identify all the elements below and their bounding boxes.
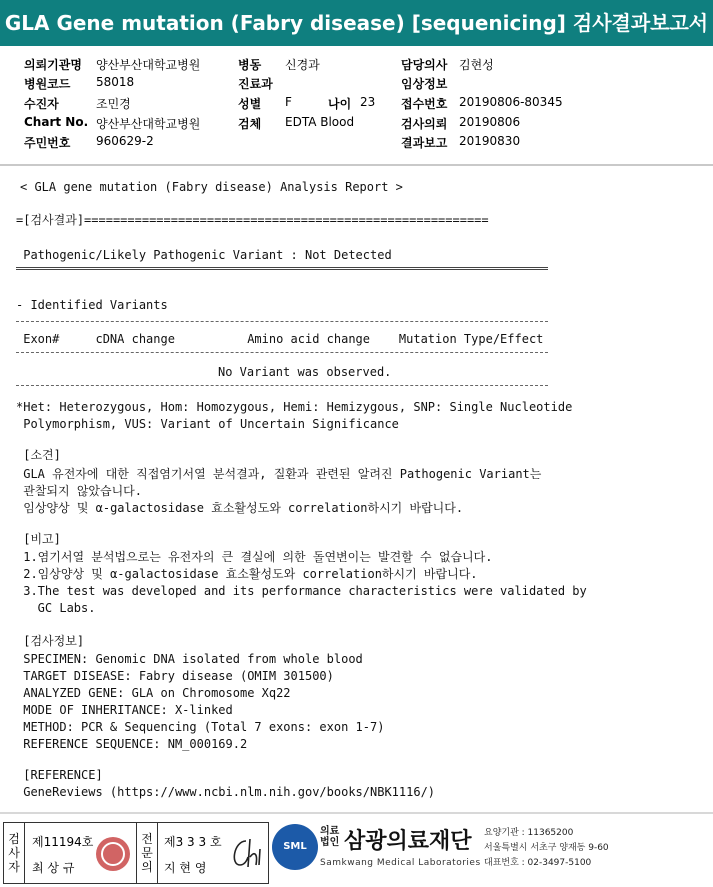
info-key: 결과보고 [401, 136, 448, 150]
signature-icon [226, 835, 264, 871]
test-info-line: ANALYZED GENE: GLA on Chromosome Xq22 [16, 686, 291, 700]
info-value: 신경과 [285, 58, 320, 72]
info-key: Chart No. [24, 115, 89, 129]
reference-title: [REFERENCE] [16, 768, 103, 782]
logo-text: SML [283, 841, 307, 852]
org-contact [484, 826, 609, 871]
variant-table-header: Exon# cDNA change Amino acid change Mutation Type/Effect [16, 332, 544, 346]
examiner-label [4, 823, 25, 883]
divider [16, 267, 548, 270]
info-value: 조민경 [96, 97, 131, 111]
result-section-header: =[검사결과]======================================================== [16, 213, 489, 227]
test-info-line: REFERENCE SEQUENCE: NM_000169.2 [16, 737, 248, 751]
info-row [24, 95, 59, 112]
remark-text: GC Labs. [16, 601, 96, 615]
divider [16, 321, 548, 322]
info-key: 검체 [238, 117, 262, 131]
info-key: 주민번호 [24, 136, 71, 150]
examiner-label-text: 검사자 [8, 832, 20, 874]
info-key: 진료과 [238, 77, 273, 91]
analysis-report-title: < GLA gene mutation (Fabry disease) Analysis Report > [20, 180, 403, 194]
sml-logo-icon [272, 824, 318, 870]
examiner-license: 제11194호 [32, 835, 94, 849]
info-value: EDTA Blood [285, 115, 355, 129]
info-key: 수진자 [24, 97, 59, 111]
test-info-line: MODE OF INHERITANCE: X-linked [16, 703, 233, 717]
opinion-text: 관찰되지 않았습니다. [16, 484, 143, 498]
examiner-name: 최 상 규 [32, 861, 75, 875]
org-english-name: Samkwang Medical Laboratories [320, 858, 481, 868]
org-contact-line: 서울특별시 서초구 양재동 9-60 [484, 843, 609, 853]
patient-info-panel [0, 46, 713, 166]
info-value: 양산부산대학교병원 [96, 58, 201, 72]
org-contact-line: 요양기관 : 11365200 [484, 828, 574, 838]
info-row [24, 56, 82, 73]
info-value: 김현성 [459, 58, 494, 72]
info-key: 의뢰기관명 [24, 58, 82, 72]
info-key: 담당의사 [401, 58, 448, 72]
org-name: 삼광의료재단 [344, 829, 472, 854]
reference-link[interactable]: GeneReviews (https://www.ncbi.nlm.nih.gov/books/NBK1116/) [16, 785, 436, 799]
info-value: 23 [360, 95, 376, 109]
identified-variants-title: - Identified Variants [16, 298, 168, 312]
info-row [24, 134, 70, 151]
divider [16, 352, 548, 353]
test-info-title: [검사정보] [16, 634, 85, 648]
specialist-name: 지 현 영 [164, 861, 207, 875]
specialist-label [136, 823, 158, 883]
divider [16, 385, 548, 386]
info-row [24, 75, 70, 92]
report-title: GLA Gene mutation (Fabry disease) [sequenicing] 검사결과보고서 [4, 11, 709, 35]
report-title-bar [0, 0, 713, 46]
organization [320, 824, 500, 874]
no-variant-message: No Variant was observed. [218, 365, 392, 379]
info-value: 20190806 [459, 115, 521, 129]
test-info-line: METHOD: PCR & Sequencing (Total 7 exons: exon 1-7) [16, 720, 385, 734]
info-key: 성별 [238, 97, 262, 111]
info-key: 접수번호 [401, 97, 448, 111]
info-key: 나이 [328, 97, 352, 111]
footnote: Polymorphism, VUS: Variant of Uncertain Significance [16, 417, 399, 431]
info-value: 20190806-80345 [459, 95, 563, 109]
signature-footer [0, 812, 713, 887]
opinion-text: 임상양상 및 α-galactosidase 효소활성도와 correlation하시기 바랍니다. [16, 501, 464, 515]
seal-stamp-icon [96, 837, 130, 871]
specialist-label-text: 전문의 [141, 832, 153, 874]
org-type: 의료법인 [320, 826, 340, 848]
remark-title: [비고] [16, 532, 61, 546]
test-info-line: TARGET DISEASE: Fabry disease (OMIM 301500) [16, 669, 334, 683]
info-value: F [285, 95, 292, 109]
result-summary: Pathogenic/Likely Pathogenic Variant : Not Detected [16, 248, 392, 262]
analysis-report [0, 166, 713, 806]
signature-box [3, 822, 269, 884]
info-value: 양산부산대학교병원 [96, 117, 201, 131]
remark-text: 2.임상양상 및 α-galactosidase 효소활성도와 correlation하시기 바랍니다. [16, 567, 478, 581]
test-info-line: SPECIMEN: Genomic DNA isolated from whole blood [16, 652, 363, 666]
opinion-text: GLA 유전자에 대한 직접염기서열 분석결과, 질환과 관련된 알려진 Pathogenic Variant는 [16, 467, 542, 481]
info-value: 58018 [96, 75, 135, 89]
info-value: 20190830 [459, 134, 521, 148]
info-key: 병동 [238, 58, 262, 72]
remark-text: 3.The test was developed and its performance characteristics were validated by [16, 584, 587, 598]
remark-text: 1.염기서열 분석법으로는 유전자의 큰 결실에 의한 돌연변이는 발견할 수 없습니다. [16, 550, 493, 564]
info-value: 960629-2 [96, 134, 154, 148]
info-key: 임상정보 [401, 77, 448, 91]
info-key: 검사의뢰 [401, 117, 448, 131]
footnote: *Het: Heterozygous, Hom: Homozygous, Hemi: Hemizygous, SNP: Single Nucleotide [16, 400, 573, 414]
info-key: 병원코드 [24, 77, 71, 91]
info-row [24, 115, 88, 129]
org-contact-line: 대표번호 : 02-3497-5100 [484, 858, 592, 868]
specialist-license: 제3 3 3 호 [164, 835, 222, 849]
opinion-title: [소견] [16, 448, 61, 462]
